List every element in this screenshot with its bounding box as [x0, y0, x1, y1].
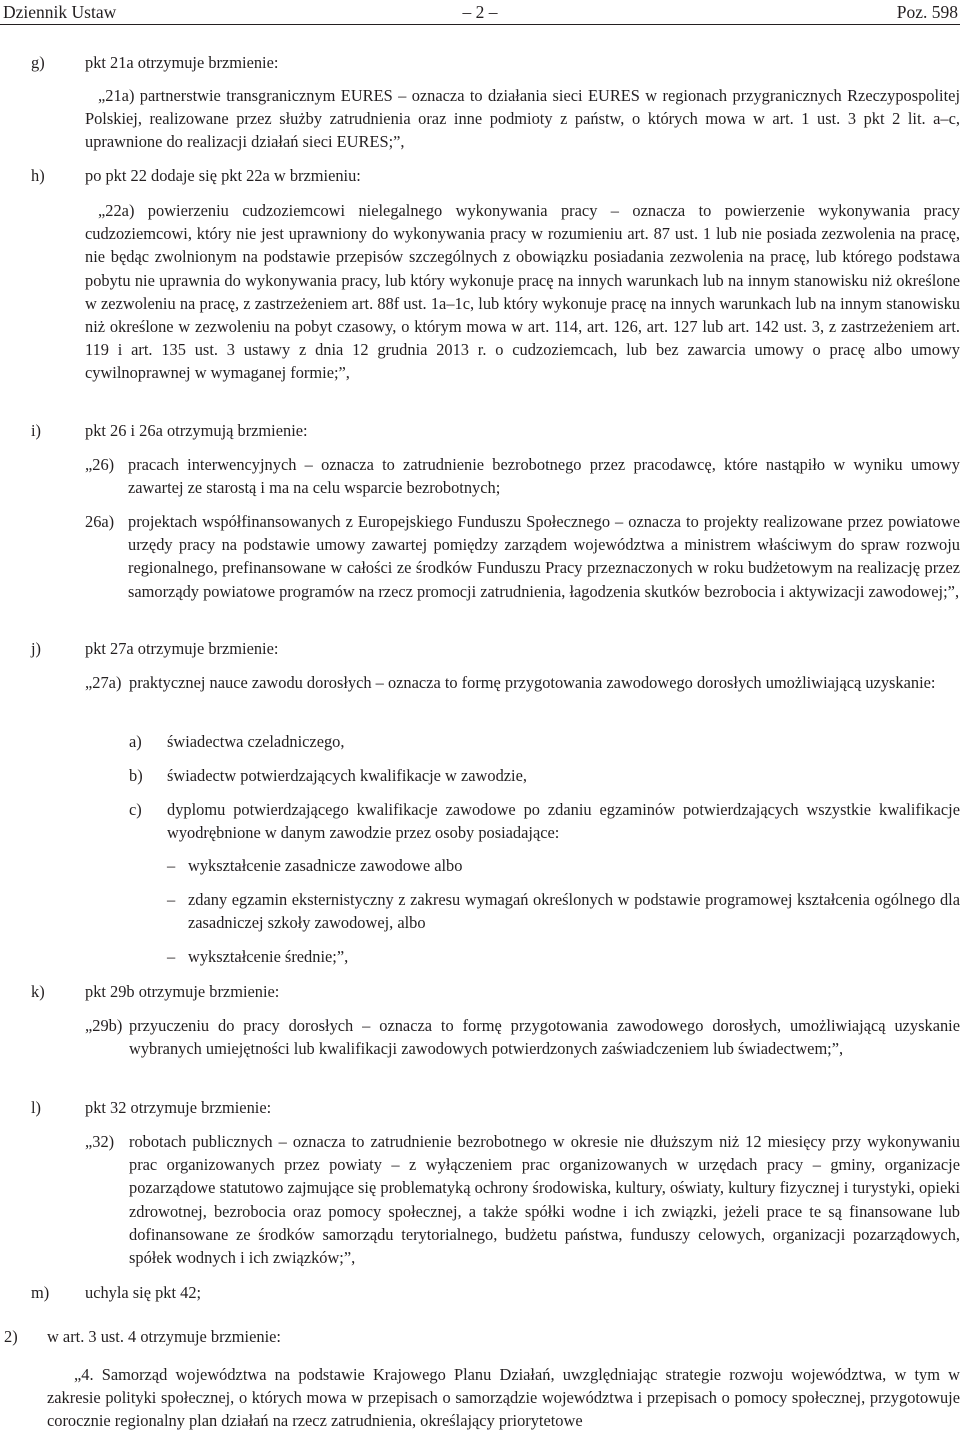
- subitem-text: świadectw potwierdzających kwalifikacje w zawodzie,: [167, 766, 527, 785]
- subitem-label: a): [129, 732, 142, 751]
- subitem-text: dyplomu potwierdzającego kwalifikacje zawodowe po zdaniu egzaminów potwierdzających wszystkie kwalifikacje wyodrębnione w danym zawodzie przez osoby posiadające:: [167, 800, 960, 843]
- page-number: – 2 –: [462, 2, 498, 22]
- point-intro: w art. 3 ust. 4 otrzymuje brzmienie:: [47, 1327, 281, 1346]
- quoted-provision: „21a) partnerstwie transgranicznym EURES – oznacza to działania sieci EURES w regionach przygranicznych Rzeczypospolitej Polskiej, realizowane przez służby zatrudnienia oraz inne podmioty z państw, o których mowa w art. 1 ust. 3 pkt 2 lit. a–c, uprawnione do realizacji działań sieci EURES;”,: [85, 86, 960, 152]
- item-text: uchyla się pkt 42;: [85, 1283, 202, 1302]
- item-intro: po pkt 22 dodaje się pkt 22a w brzmieniu:: [85, 166, 361, 185]
- item-intro: pkt 29b otrzymuje brzmienie:: [85, 982, 280, 1001]
- subitem-label: b): [129, 766, 143, 785]
- provision-text: przyuczeniu do pracy dorosłych – oznacza to formę przygotowania zawodowego dorosłych, umożliwiającą uzyskanie wybranych umiejętności lub kwalifikacji zawodowych potwierdzonych zaświadczeniem lub świadectwem;”,: [129, 1016, 960, 1059]
- header-rule: [0, 24, 960, 25]
- item-intro: pkt 21a otrzymuje brzmienie:: [85, 53, 279, 72]
- dash-marker: –: [167, 890, 176, 909]
- item-label: k): [31, 982, 45, 1001]
- item-intro: pkt 27a otrzymuje brzmienie:: [85, 639, 279, 658]
- item-label: j): [31, 639, 42, 658]
- provision-number: „32): [85, 1132, 115, 1151]
- point-label: 2): [4, 1327, 18, 1346]
- provision-text: robotach publicznych – oznacza to zatrudnienie bezrobotnego w okresie nie dłuższym niż 12 miesięcy przy wykonywaniu prac organizowanych przez powiaty – z wyłączeniem prac organizowanych w urzędach pracy – gminy, organizacje pozarządowe statutowo zajmujące się problematyką ochrony środowiska, kultury, oświaty, kultury fizycznej i turystyki, opieki zdrowotnej, bezrobocia oraz pomocy społecznej, a także spółki wodne i ich związki, jeżeli prace te są finansowane lub dofinansowane ze środków samorządu terytorialnego, budżetu państwa, funduszy celowych, organizacji pozarządowych, spółek wodnych i ich związków;”,: [129, 1132, 960, 1268]
- provision-text: praktycznej nauce zawodu dorosłych – oznacza to formę przygotowania zawodowego dorosłych umożliwiającą uzyskanie:: [129, 673, 936, 692]
- provision-number: „29b): [85, 1016, 123, 1035]
- quoted-provision: „22a) powierzeniu cudzoziemcowi nielegalnego wykonywania pracy – oznacza to powierzenie wykonywania pracy cudzoziemcowi, który nie jest uprawniony do wykonywania pracy w rozumieniu art. 87 ust. 1 lub nie posiada zezwolenia na pracę, nie będąc zwolnionym na podstawie przepisów szczególnych z obowiązku posiadania zezwolenia na pracę, lub którego podstawa pobytu nie uprawnia do wykonywania pracy, lub który wykonuje pracę na innych warunkach lub na innym stanowisku niż określone w zezwoleniu na pracę, z zastrzeżeniem art. 88f ust. 1a–1c, lub który wykonuje pracę na innych warunkach lub na innym stanowisku niż określone w zezwoleniu na pobyt czasowy, o którym mowa w art. 114, art. 126, art. 127 lub art. 142 ust. 3, z zastrzeżeniem art. 119 i art. 135 ust. 3 ustawy z dnia 12 grudnia 2013 r. o cudzoziemcach, lub bez zawarcia umowy o pracę albo umowy cywilnoprawnej w wymaganej formie;”,: [85, 201, 960, 383]
- dash-marker: –: [167, 856, 176, 875]
- item-label: i): [31, 421, 42, 440]
- item-label: g): [31, 53, 45, 72]
- provision-number: „27a): [85, 673, 122, 692]
- item-intro: pkt 26 i 26a otrzymują brzmienie:: [85, 421, 308, 440]
- item-label: m): [31, 1283, 50, 1302]
- dash-marker: –: [167, 947, 176, 966]
- provision-text: pracach interwencyjnych – oznacza to zatrudnienie bezrobotnego przez pracodawcę, które nastąpiło w wyniku umowy zawartej ze starostą i ma na celu wsparcie bezrobotnych;: [128, 455, 960, 498]
- item-label: l): [31, 1098, 42, 1117]
- subitem-text: świadectwa czeladniczego,: [167, 732, 345, 751]
- indent-text: wykształcenie zasadnicze zawodowe albo: [188, 856, 463, 875]
- item-label: h): [31, 166, 45, 185]
- provision-text: projektach współfinansowanych z Europejskiego Funduszu Społecznego – oznacza to projekty realizowane przez powiatowe urzędy pracy na podstawie umowy zawartej pomiędzy zarządem województwa a ministrem właściwym do spraw rozwoju regionalnego, prefinansowane w całości ze środków Funduszu Pracy przeznaczonych w roku budżetowym na realizację przez samorządy powiatowe programów na rzecz promocji zatrudnienia, łagodzenia skutków bezrobocia i aktywizacji zawodowej;”,: [128, 512, 960, 601]
- page-header: [0, 0, 960, 26]
- provision-number: „26): [85, 455, 115, 474]
- indent-text: wykształcenie średnie;”,: [188, 947, 349, 966]
- indent-text: zdany egzamin eksternistyczny z zakresu wymagań określonych w podstawie programowej kształcenia ogólnego dla zasadniczej szkoły zawodowej, albo: [188, 890, 960, 933]
- journal-title: Dziennik Ustaw: [3, 2, 117, 22]
- position-number: Poz. 598: [896, 2, 958, 22]
- provision-number: 26a): [85, 512, 115, 531]
- item-intro: pkt 32 otrzymuje brzmienie:: [85, 1098, 272, 1117]
- subitem-label: c): [129, 800, 142, 819]
- quoted-provision: „4. Samorząd województwa na podstawie Krajowego Planu Działań, uwzględniając strategie rozwoju województwa, w tym w zakresie polityki społecznej, o których mowa w przepisach o samorządzie województwa i przepisach o pomocy społecznej, przygotowuje corocznie regionalny plan działań na rzecz zatrudnienia, określający priorytetowe: [47, 1365, 960, 1431]
